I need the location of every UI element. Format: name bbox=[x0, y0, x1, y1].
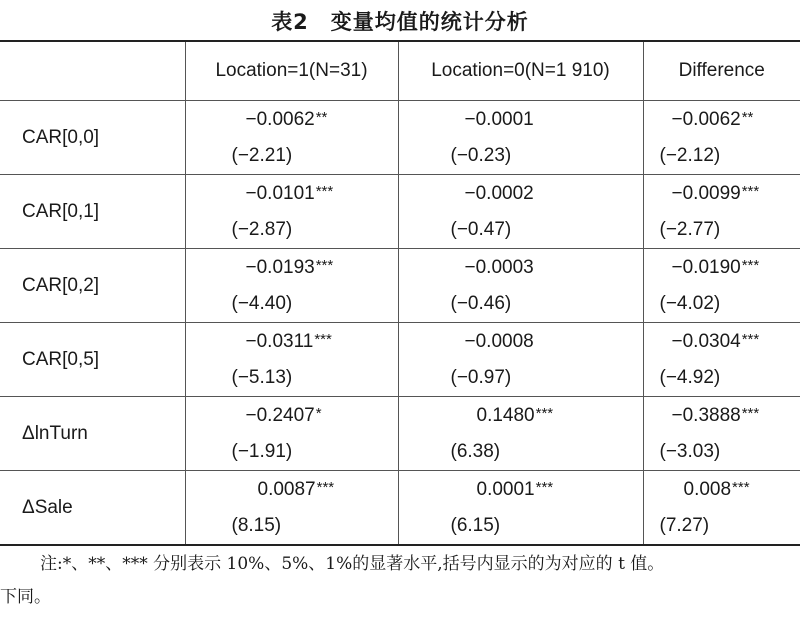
stat-cell bbox=[185, 397, 398, 471]
table-row bbox=[0, 471, 800, 546]
stat-cell bbox=[643, 323, 800, 397]
coefficient-number: −0.0101 bbox=[245, 183, 315, 204]
stat-cell bbox=[643, 249, 800, 323]
coefficient-value bbox=[477, 405, 554, 427]
header-cell-location-1: Location=1(N=31) bbox=[185, 41, 398, 101]
significance-stars: *** bbox=[314, 331, 332, 348]
table-row bbox=[0, 175, 800, 249]
coefficient-value bbox=[246, 405, 322, 427]
stat-cell bbox=[643, 471, 800, 546]
coefficient-number: −0.0190 bbox=[671, 257, 741, 278]
significance-stars: *** bbox=[315, 257, 334, 274]
stat-cell bbox=[398, 397, 643, 471]
t-statistic: (−1.91) bbox=[231, 441, 293, 462]
coefficient-number: 0.008 bbox=[683, 479, 732, 500]
stats-table bbox=[0, 40, 800, 546]
coefficient-number: −0.0062 bbox=[671, 109, 741, 130]
stat-cell bbox=[398, 471, 643, 546]
coefficient-value bbox=[465, 257, 535, 279]
t-statistic: (−4.40) bbox=[231, 293, 293, 314]
coefficient-value bbox=[246, 109, 328, 131]
coefficient-value bbox=[465, 183, 535, 205]
significance-stars: *** bbox=[535, 405, 554, 422]
coefficient-number: −0.0062 bbox=[245, 109, 315, 130]
t-statistic: (7.27) bbox=[659, 515, 710, 536]
row-label: CAR[0,5] bbox=[0, 323, 185, 397]
t-statistic: (6.38) bbox=[450, 441, 501, 462]
coefficient-number: −0.0099 bbox=[671, 183, 741, 204]
table-row bbox=[0, 397, 800, 471]
significance-stars: ** bbox=[315, 109, 328, 126]
row-label: CAR[0,0] bbox=[0, 101, 185, 175]
coefficient-value bbox=[246, 183, 334, 205]
row-label: ΔlnTurn bbox=[0, 397, 185, 471]
coefficient-number: −0.0001 bbox=[464, 109, 534, 130]
significance-stars: *** bbox=[315, 183, 334, 200]
coefficient-number: −0.0304 bbox=[671, 331, 741, 352]
significance-stars: *** bbox=[535, 479, 554, 496]
coefficient-value bbox=[258, 479, 335, 501]
stat-cell bbox=[398, 249, 643, 323]
coefficient-value bbox=[246, 257, 334, 279]
coefficient-number: −0.0311 bbox=[245, 331, 314, 352]
t-statistic: (−2.12) bbox=[659, 145, 721, 166]
t-statistic: (6.15) bbox=[450, 515, 501, 536]
coefficient-value bbox=[246, 331, 332, 353]
significance-stars: ** bbox=[741, 109, 754, 126]
coefficient-number: −0.0193 bbox=[245, 257, 315, 278]
t-statistic: (−2.87) bbox=[231, 219, 293, 240]
note-line-2: 下同。 bbox=[0, 587, 51, 607]
coefficient-value bbox=[672, 257, 760, 279]
stat-cell bbox=[643, 175, 800, 249]
t-statistic: (−0.47) bbox=[450, 219, 512, 240]
significance-stars: *** bbox=[732, 479, 750, 496]
coefficient-value bbox=[672, 331, 760, 353]
coefficient-number: −0.0008 bbox=[464, 331, 534, 352]
t-statistic: (−0.46) bbox=[450, 293, 512, 314]
coefficient-number: −0.0003 bbox=[464, 257, 534, 278]
stat-cell bbox=[398, 101, 643, 175]
header-row bbox=[0, 41, 800, 101]
coefficient-number: −0.2407 bbox=[245, 405, 315, 426]
coefficient-number: −0.3888 bbox=[671, 405, 741, 426]
t-statistic: (−2.77) bbox=[659, 219, 721, 240]
t-statistic: (−0.23) bbox=[450, 145, 512, 166]
stat-cell bbox=[185, 175, 398, 249]
stat-cell bbox=[185, 249, 398, 323]
stat-cell bbox=[398, 175, 643, 249]
note-line-1: 注:*、**、*** 分别表示 10%、5%、1%的显著水平,括号内显示的为对应的 t 值。 bbox=[40, 554, 665, 574]
significance-stars: *** bbox=[741, 405, 760, 422]
header-cell-corner bbox=[0, 41, 185, 101]
t-statistic: (−3.03) bbox=[659, 441, 721, 462]
t-statistic: (8.15) bbox=[231, 515, 282, 536]
coefficient-number: 0.1480 bbox=[476, 405, 535, 426]
stat-cell bbox=[643, 101, 800, 175]
significance-stars: *** bbox=[316, 479, 335, 496]
header-cell-difference: Difference bbox=[643, 41, 800, 101]
coefficient-number: 0.0001 bbox=[476, 479, 535, 500]
row-label: CAR[0,1] bbox=[0, 175, 185, 249]
significance-stars: *** bbox=[741, 331, 760, 348]
table-row bbox=[0, 249, 800, 323]
coefficient-value bbox=[465, 331, 535, 353]
table-title: 表2 变量均值的统计分析 bbox=[271, 10, 529, 34]
coefficient-number: 0.0087 bbox=[257, 479, 316, 500]
header-cell-location-0: Location=0(N=1 910) bbox=[398, 41, 643, 101]
coefficient-value bbox=[672, 183, 760, 205]
t-statistic: (−2.21) bbox=[231, 145, 293, 166]
table-row bbox=[0, 323, 800, 397]
coefficient-value bbox=[477, 479, 554, 501]
coefficient-number: −0.0002 bbox=[464, 183, 534, 204]
coefficient-value bbox=[672, 109, 754, 131]
coefficient-value bbox=[684, 479, 750, 501]
table-note bbox=[0, 548, 800, 614]
stat-cell bbox=[185, 471, 398, 546]
row-label: CAR[0,2] bbox=[0, 249, 185, 323]
t-statistic: (−5.13) bbox=[231, 367, 293, 388]
stat-cell bbox=[185, 101, 398, 175]
coefficient-value bbox=[465, 109, 535, 131]
significance-stars: *** bbox=[741, 257, 760, 274]
table-row bbox=[0, 101, 800, 175]
significance-stars: *** bbox=[741, 183, 760, 200]
t-statistic: (−4.02) bbox=[659, 293, 721, 314]
coefficient-value bbox=[672, 405, 760, 427]
t-statistic: (−0.97) bbox=[450, 367, 512, 388]
t-statistic: (−4.92) bbox=[659, 367, 721, 388]
stat-cell bbox=[185, 323, 398, 397]
stat-cell bbox=[643, 397, 800, 471]
stat-cell bbox=[398, 323, 643, 397]
row-label: ΔSale bbox=[0, 471, 185, 546]
significance-stars: * bbox=[315, 405, 322, 422]
